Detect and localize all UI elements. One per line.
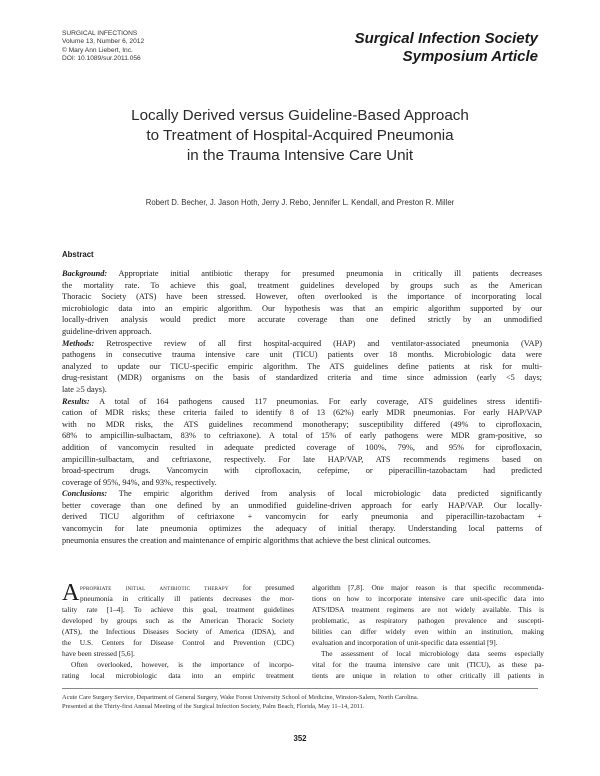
abstract-line: drug-resistant (MDR) organisms on the basis of standardized criteria and time since admission (early <5 days; xyxy=(62,373,542,383)
abstract-line: Thoracic Society (ATS) have been stressed. However, often overlooked is the importance of incorporating local xyxy=(62,292,542,302)
abstract-body xyxy=(62,268,542,546)
body-line: for presumed xyxy=(242,583,294,592)
abstract-line: pneumonia ensures the creation and maintenance of empiric algorithms that achieve the best clinical outcomes. xyxy=(62,535,431,545)
body-line: Often overlooked, however, is the importance of incorpo- xyxy=(71,660,294,669)
results-label: Results: xyxy=(62,396,90,406)
journal-volume: Volume 13, Number 6, 2012 xyxy=(62,38,145,46)
abstract-line: locally-driven analysis would predict more accurate coverage than one defined strictly by an unmodified xyxy=(62,315,542,325)
methods-label: Methods: xyxy=(62,338,95,348)
footnote-divider xyxy=(62,688,538,689)
title-line-2: to Treatment of Hospital-Acquired Pneumonia xyxy=(146,126,454,144)
footnote-presentation: Presented at the Thirty-first Annual Meeting of the Surgical Infection Society, Palm Beach, Florida, May 11–14, 2011. xyxy=(62,702,365,710)
abstract-heading: Abstract xyxy=(62,250,94,259)
abstract-line: addition of vancomycin resulted in adequate predicted coverage of 100%, 79%, and 95% for ciprofloxacin, xyxy=(62,442,542,452)
body-line: ATS/IDSA treatment regimens are not widely available. This is xyxy=(312,605,544,614)
body-line: the U.S. Centers for Disease Control and Prevention (CDC) xyxy=(62,638,294,647)
body-line: tients are unique in relation to other critically ill patients in xyxy=(312,671,544,680)
body-line: The assessment of local microbiology data seems especially xyxy=(321,649,544,658)
author-list: Robert D. Becher, J. Jason Hoth, Jerry J. Rebo, Jennifer L. Kendall, and Preston R. Miller xyxy=(145,198,455,207)
abstract-line: 68% to ampicillin-sulbactam, 83% to ceftriaxone). A total of 15% of early pathogens were MDR gram-positive, so xyxy=(62,431,542,441)
journal-name: SURGICAL INFECTIONS xyxy=(62,30,138,37)
abstract-line: cation of MDR risks; these criteria failed to identify 8 of 13 (62%) early MDR pneumonias. For early HAP/VAP xyxy=(62,408,542,418)
abstract-line: A total of 164 pathogens caused 117 pneumonias. For early coverage, ATS guidelines stress identifi- xyxy=(99,396,542,406)
background-label: Background: xyxy=(62,269,108,278)
body-column-right xyxy=(312,582,544,681)
abstract-line: with no MDR risks, the ATS guidelines recommend monotherapy; susceptibility differed (49% to ciprofloxacin, xyxy=(62,419,542,429)
drop-cap: A xyxy=(62,580,80,606)
body-line: have been stressed [5,6]. xyxy=(62,649,135,658)
title-line-3: in the Trauma Intensive Care Unit xyxy=(186,146,414,164)
lead-smallcaps: ppropriate initial antibiotic therapy xyxy=(80,583,229,592)
abstract-line: analyzed to update our TICU-specific empiric algorithm. The ATS guidelines define patients at risk for multi- xyxy=(62,361,542,371)
abstract-line: pathogens in consecutive trauma intensive care unit (TICU) patients over 18 months. Microbiologic data were xyxy=(62,350,542,360)
journal-copyright: © Mary Ann Liebert, Inc. xyxy=(62,46,133,54)
abstract-line: better coverage than one defined by an unmodified guideline-driven approach for early HAP/VAP. Our locally- xyxy=(62,500,542,510)
body-line: rating local microbiologic data into an empiric treatment xyxy=(62,671,294,680)
abstract-line: microbiologic data into an empiric algorithm. Our hypothesis was that an empiric algorithm supported by our xyxy=(62,303,542,313)
journal-info xyxy=(62,30,144,64)
body-line: pneumonia in critically ill patients decreases the mor- xyxy=(80,594,294,603)
body-column-left xyxy=(62,582,294,681)
body-line: tality rate [1–4]. To achieve this goal, treatment guidelines xyxy=(62,605,294,614)
footnote-affiliation: Acute Care Surgery Service, Department of General Surgery, Wake Forest University School of Medicine, Winston-Salem, North Carolina. xyxy=(62,694,419,701)
abstract-line: the mortality rate. To achieve this goal, treatment guidelines developed by groups such as the American xyxy=(62,280,542,290)
body-line: problematic, as respiratory pathogen prevalence and suscepti- xyxy=(312,616,544,625)
page-number: 352 xyxy=(293,734,307,743)
abstract-line: Retrospective review of all first hospital-acquired (HAP) and ventilator-associated pneumonia (VAP) xyxy=(106,338,542,348)
abstract-line: late ≥5 days). xyxy=(62,384,107,394)
conclusions-label: Conclusions: xyxy=(62,489,108,499)
abstract-line: coverage of 95%, 94%, and 93%, respectively. xyxy=(62,477,217,487)
abstract-line: derived TICU algorithm of ceftriaxone + vancomycin for early pneumonia and piperacillin-tazobactam + xyxy=(62,512,542,522)
title-line-1: Locally Derived versus Guideline-Based Approach xyxy=(131,107,469,124)
series-heading xyxy=(355,30,538,65)
journal-doi: DOI: 10.1089/sur.2011.056 xyxy=(62,55,141,63)
body-line: bilities can differ widely even within an institution, making xyxy=(312,627,544,636)
article-title xyxy=(62,106,538,165)
body-line: algorithm [7,8]. One major reason is that specific recommenda- xyxy=(312,583,544,592)
body-line: evaluation and incorporation of unit-specific data essential [9]. xyxy=(312,638,498,647)
abstract-line: The empiric algorithm derived from analysis of local microbiologic data predicted significantly xyxy=(118,489,542,499)
series-line-2: Symposium Article xyxy=(402,47,538,65)
series-line-1: Surgical Infection Society xyxy=(354,30,538,47)
abstract-line: broad-spectrum drugs. Vancomycin with ciprofloxacin, cefepime, or piperacillin-tazobactam had predicted xyxy=(62,466,542,476)
abstract-line: ampicillin-sulbactam, and ceftriaxone, respectively. For late HAP/VAP, ATS recommends regimens based on xyxy=(62,454,542,464)
body-line: developed by groups such as the American Thoracic Society xyxy=(62,616,294,625)
abstract-line: Appropriate initial antibiotic therapy for presumed pneumonia in critically ill patients decreases xyxy=(118,269,542,278)
abstract-line: guideline-driven approach. xyxy=(62,326,152,336)
body-line: vital for the trauma intensive care unit (TICU), as these pa- xyxy=(312,660,544,669)
footnote xyxy=(62,694,538,711)
body-line: (ATS), the Infectious Diseases Society of America (IDSA), and xyxy=(62,627,294,636)
abstract-line: vancomycin for late pneumonia optimizes the adequacy of initial therapy. Understanding local patterns of xyxy=(62,524,542,534)
body-line: tions on how to incorporate intensive care unit-specific data into xyxy=(312,594,544,603)
